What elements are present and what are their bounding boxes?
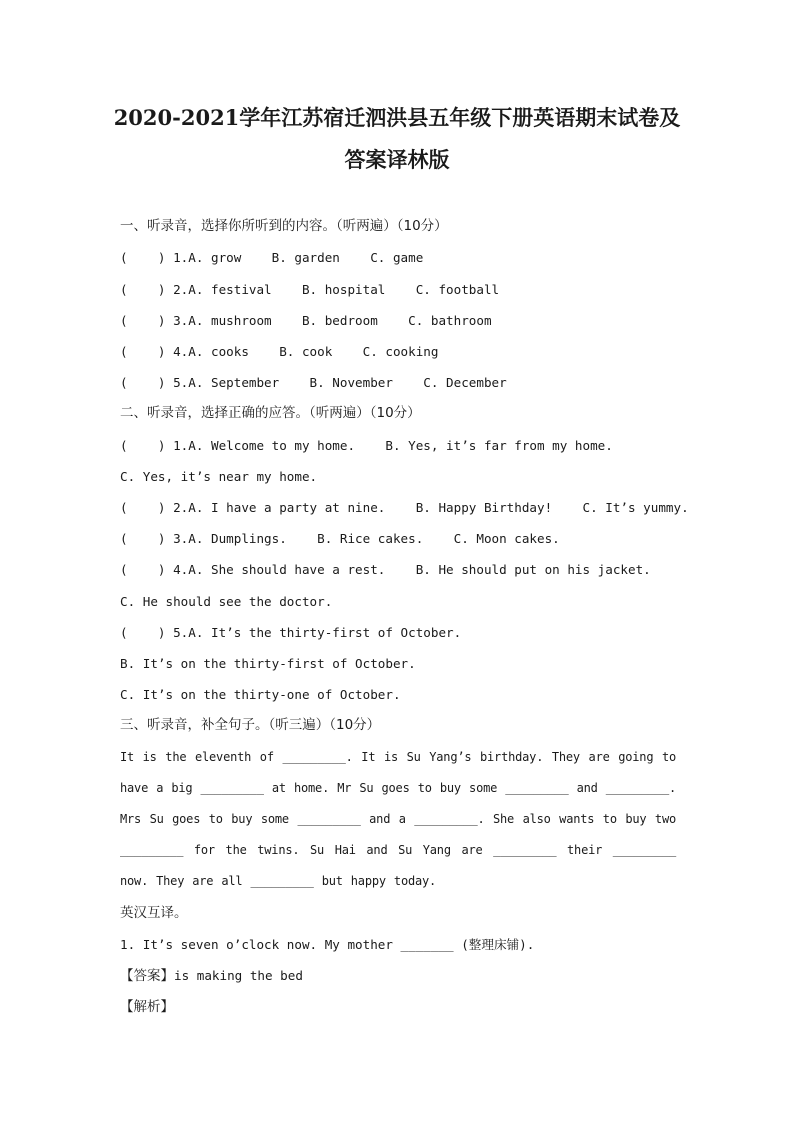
- answer-label: 【答案】: [120, 968, 174, 984]
- section-1-item-5: ( ) 5.A. September B. November C. December: [120, 375, 507, 390]
- section-1-item-4: ( ) 4.A. cooks B. cook C. cooking: [120, 344, 439, 359]
- section-2-line-8: B. It’s on the thirty-first of October.: [120, 656, 416, 671]
- answer-line: [120, 967, 680, 985]
- section-2-line-4: ( ) 3.A. Dumplings. B. Rice cakes. C. Moon cakes.: [120, 531, 560, 546]
- section-2-line-6: C. He should see the doctor.: [120, 594, 333, 609]
- section-2-line-1: ( ) 1.A. Welcome to my home. B. Yes, it’s far from my home.: [120, 438, 613, 453]
- analysis-label: 【解析】: [120, 999, 174, 1015]
- page-title-line-2: 答案译林版: [344, 147, 450, 172]
- section-1-item-1: ( ) 1.A. grow B. garden C. game: [120, 250, 424, 265]
- section-2-line-9: C. It’s on the thirty-one of October.: [120, 687, 401, 702]
- section-2-line-5: ( ) 4.A. She should have a rest. B. He should put on his jacket.: [120, 562, 651, 577]
- section-2-heading: 二、听录音，选择正确的应答。（听两遍）（10分）: [120, 405, 421, 421]
- section-4-heading: 英汉互译。: [120, 905, 188, 921]
- section-2-line-2: C. Yes, it’s near my home.: [120, 469, 318, 484]
- answer-text: is making the bed: [174, 968, 303, 983]
- section-1-heading: 一、听录音，选择你所听到的内容。（听两遍）（10分）: [120, 218, 448, 234]
- section-2-line-7: ( ) 5.A. It’s the thirty-first of October.: [120, 625, 462, 640]
- section-1-item-2: ( ) 2.A. festival B. hospital C. football: [120, 282, 500, 297]
- section-1-item-3: ( ) 3.A. mushroom B. bedroom C. bathroom: [120, 313, 492, 328]
- section-3-cloze-paragraph: It is the eleventh of _________. It is Su Yang’s birthday. They are going to have a big _________ at home. Mr Su goes to buy some _________ and _________. Mrs Su goes to buy some _________ and a _________. She also wants to buy two _________ for the twins. Su Hai and Su Yang are _________ their _________ now. They are all _________ but happy today.: [120, 750, 676, 888]
- section-2-line-3: ( ) 2.A. I have a party at nine. B. Happy Birthday! C. It’s yummy.: [120, 500, 689, 515]
- section-3-heading: 三、听录音，补全句子。（听三遍）（10分）: [120, 717, 381, 733]
- page-title-line-1: 2020-2021学年江苏宿迁泗洪县五年级下册英语期末试卷及: [113, 105, 681, 130]
- translation-question-1: 1. It’s seven o’clock now. My mother _______ (整理床铺).: [120, 937, 535, 952]
